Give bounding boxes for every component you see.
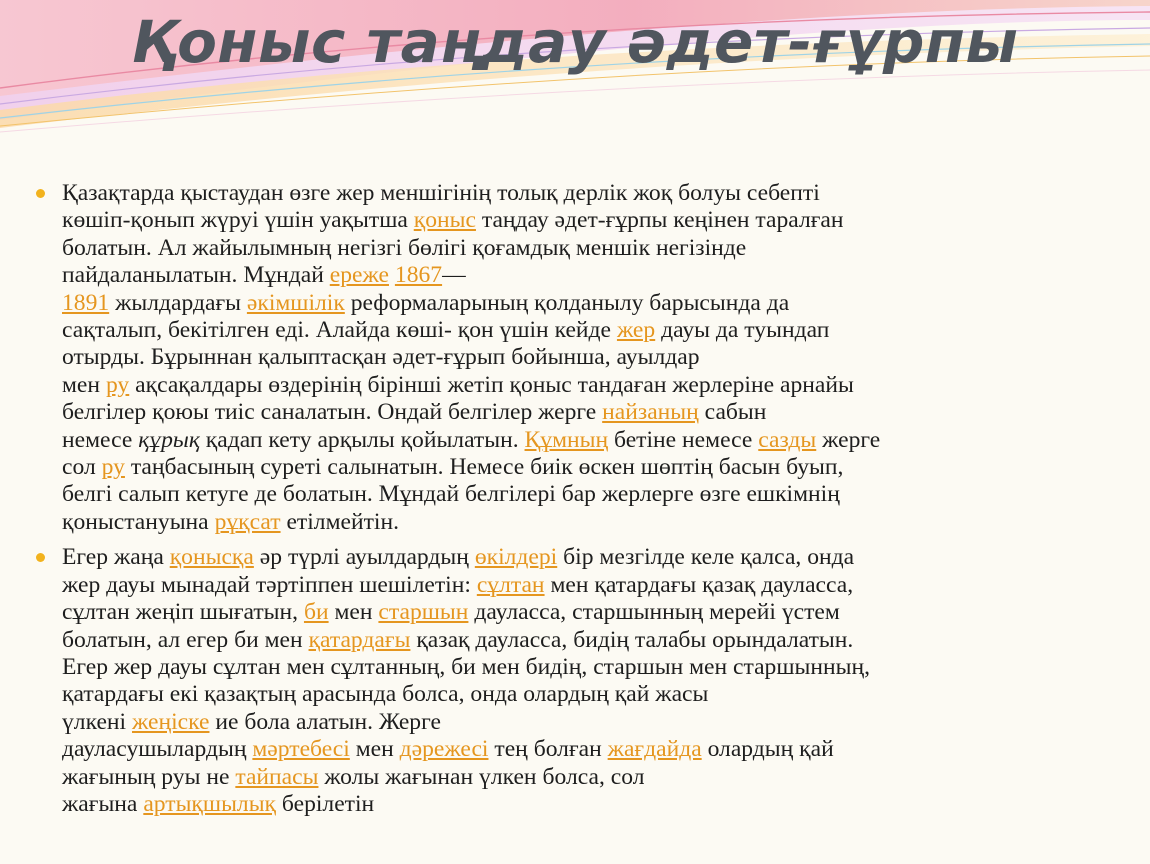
text-segment: тең болған	[488, 736, 608, 763]
term-link[interactable]: әкімшілік	[246, 289, 345, 316]
text-segment: —	[442, 262, 466, 289]
bullet-paragraph	[36, 544, 1126, 818]
term-link[interactable]: 1867	[394, 262, 443, 289]
text-segment: таңбасының суреті салынатын. Немесе биік өскен шөптің басын буып,	[124, 454, 844, 481]
term-link[interactable]: өкілдері	[474, 544, 558, 571]
text-segment: ақсақалдары өздерінің бірінші жетіп қоныс тандаған жерлеріне арнайы	[129, 371, 854, 398]
term-link[interactable]: қоныс	[413, 207, 476, 234]
text-segment: Қазақтарда қыстаудан өзге жер меншігінің толық дерлік жоқ болуы себепті	[62, 180, 820, 206]
text-segment: дауласушылардың	[62, 736, 253, 763]
bullet-icon	[36, 189, 45, 198]
text-segment: мен	[328, 599, 379, 626]
text-segment: таңдау әдет-ғұрпы кеңінен таралған	[475, 207, 844, 234]
bullet-paragraph	[36, 180, 1126, 536]
text-segment: белгілер қоюы тиіс саналатын. Ондай белгілер жерге	[62, 399, 603, 426]
text-segment: жолы жағынан үлкен болса, сол	[318, 763, 645, 790]
text-segment: дауы да туындап	[655, 317, 830, 344]
text-segment: мен қатардағы қазақ дауласса,	[544, 571, 854, 598]
term-link[interactable]: жер	[616, 317, 656, 344]
text-segment: мен	[62, 371, 106, 398]
term-link[interactable]: жағдайда	[607, 736, 702, 763]
text-segment: жер дауы мынадай тәртіппен шешілетін:	[62, 571, 477, 598]
term-link[interactable]: Құмның	[524, 426, 609, 453]
text-segment: жылдардағы	[109, 289, 247, 316]
term-link[interactable]: қатардағы	[308, 626, 411, 653]
text-segment: Егер жаңа	[62, 544, 170, 571]
text-segment: қоныстануына	[62, 508, 215, 535]
term-link[interactable]: рұқсат	[214, 508, 281, 535]
text-segment: отырды. Бұрыннан қалыптасқан әдет-ғұрып бойынша, ауылдар	[62, 344, 700, 371]
text-segment: немесе	[62, 426, 139, 453]
term-link[interactable]: сазды	[758, 426, 817, 453]
term-link[interactable]: мәртебесі	[252, 736, 350, 763]
text-segment: сабын	[698, 399, 767, 426]
text-segment: реформаларының қолданылу барысында да	[344, 289, 790, 316]
text-segment: Егер жер дауы сұлтан мен сұлтанның, би мен бидің, старшын мен старшынның,	[62, 653, 871, 680]
text-segment: етілмейтін.	[280, 508, 399, 535]
term-link[interactable]: ру	[101, 454, 125, 481]
text-segment: пайдаланылатын. Мұндай	[62, 262, 330, 289]
term-link[interactable]: найзаның	[602, 399, 699, 426]
term-link[interactable]: дәрежесі	[399, 736, 489, 763]
text-segment: сол	[62, 454, 102, 481]
text-segment: олардың қай	[701, 736, 834, 763]
text-segment: жерге	[816, 426, 881, 453]
text-segment: болатын, ал егер би мен	[62, 626, 309, 653]
term-link[interactable]: 1891	[62, 289, 110, 316]
term-link[interactable]: би	[303, 599, 329, 626]
text-segment: мен	[349, 736, 400, 763]
text-segment: болатын. Ал жайылымның негізгі бөлігі қоғамдық меншік негізінде	[62, 234, 747, 261]
text-segment: қадап кету арқылы қойылатын.	[199, 426, 525, 453]
text-segment: сұлтан жеңіп шығатын,	[62, 599, 304, 626]
text-segment: үлкені	[62, 708, 132, 735]
text-segment: көшіп-қонып жүруі үшін уақытша	[62, 207, 414, 234]
term-link[interactable]: қонысқа	[169, 544, 254, 571]
term-link[interactable]: сұлтан	[476, 571, 545, 598]
bullet-list	[36, 180, 1126, 826]
term-link[interactable]: тайпасы	[235, 763, 319, 790]
text-segment: берілетін	[276, 790, 375, 817]
text-segment: бетіне немесе	[608, 426, 759, 453]
text-segment: қазақ дауласса, бидің талабы орындалатын.	[410, 626, 854, 653]
text-segment: дауласса, старшынның мерейі үстем	[468, 599, 840, 626]
text-segment: қатардағы екі қазақтың арасында болса, онда олардың қай жасы	[62, 681, 709, 708]
text-segment: ие бола алатын. Жерге	[209, 708, 441, 735]
text-segment: әр түрлі ауылдардың	[253, 544, 475, 571]
slide-title: Қоныс таңдау әдет-ғұрпы	[131, 8, 1019, 76]
term-link[interactable]: старшын	[378, 599, 469, 626]
text-segment: жағының руы не	[62, 763, 236, 790]
text-segment: белгі салып кетуге де болатын. Мұндай белгілері бар жерлерге өзге ешкімнің	[62, 481, 840, 508]
term-link[interactable]: ереже	[329, 262, 389, 289]
text-segment: сақталып, бекітілген еді. Алайда көші- қон үшін кейде	[62, 317, 617, 344]
bullet-icon	[36, 553, 45, 562]
term-link[interactable]: ру	[105, 371, 130, 398]
text-segment: бір мезгілде келе қалса, онда	[557, 544, 855, 571]
italic-term: құрық	[138, 426, 200, 453]
text-segment: жағына	[62, 790, 144, 817]
term-link[interactable]: жеңіске	[132, 708, 210, 735]
term-link[interactable]: артықшылық	[143, 790, 277, 817]
